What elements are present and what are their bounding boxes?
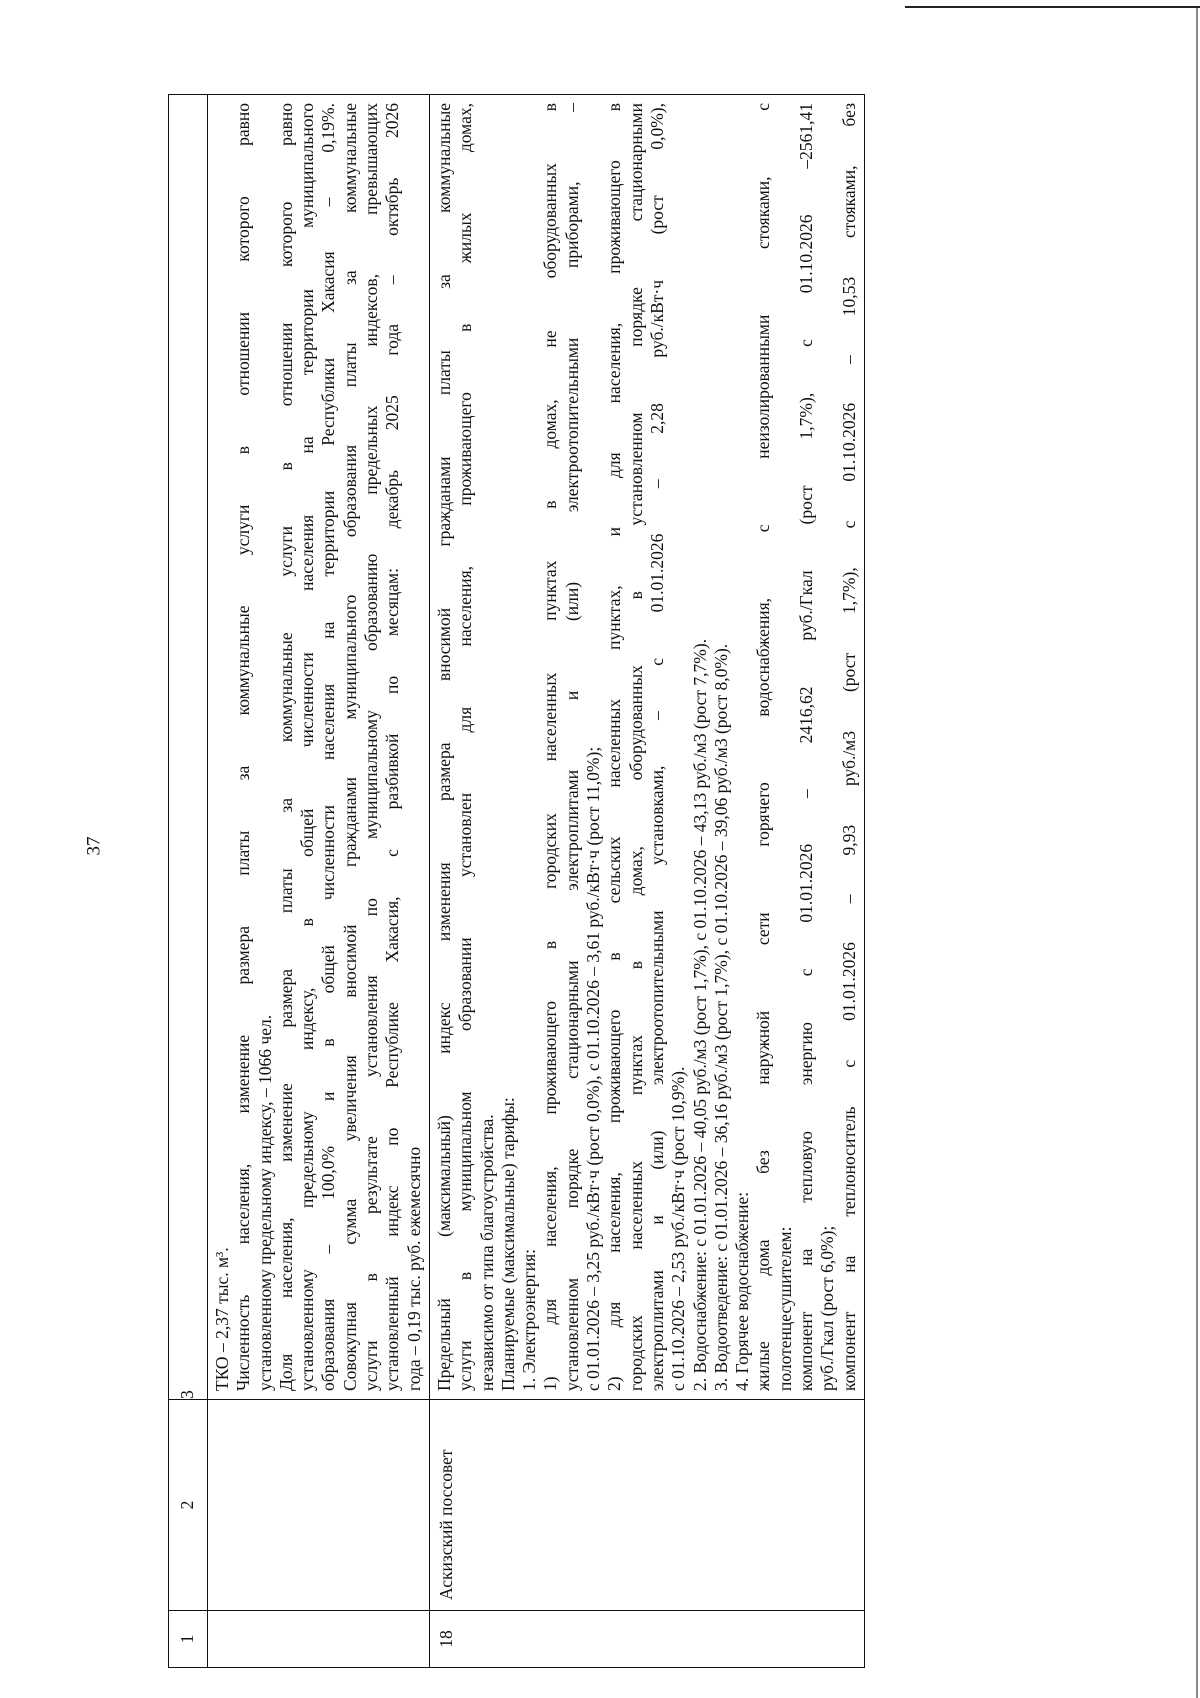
rotated-table-container bbox=[168, 98, 1088, 1668]
text-line: установленном порядке стационарными электроплитами и (или) электроотопительными приборами, – bbox=[561, 103, 582, 1391]
page-number: 37 bbox=[83, 836, 105, 856]
text-line: 1) для населения, проживающего в городских населенных пунктах в домах, не оборудованных в bbox=[540, 103, 561, 1391]
text-line: 2) для населения, проживающего в сельских населенных пунктах, и для населения, проживающего в bbox=[604, 103, 625, 1391]
text-line: образования – 100,0% и в общей численности населения на территории Республики Хакасия – 0,19%. bbox=[318, 103, 339, 1391]
cell-municipality-name: Аскизский поссовет bbox=[429, 1400, 864, 1611]
cell-number-empty bbox=[208, 1611, 430, 1668]
text-line: жилые дома без наружной сети горячего водоснабжения, с неизолированными стояками, с bbox=[753, 103, 774, 1391]
text-line: руб./Гкал (рост 6,0%); bbox=[817, 1225, 838, 1391]
top-edge-line bbox=[905, 6, 1200, 8]
table-row-continued bbox=[208, 95, 430, 1668]
text-line: услуги в результате установления по муниципальному образованию предельных индексов, превышающих bbox=[361, 103, 382, 1391]
text-line: Предельный (максимальный) индекс изменения размера вносимой гражданами платы за коммунальные bbox=[433, 103, 454, 1391]
text-line: полотенцесушителем: bbox=[774, 1226, 795, 1391]
text-line: электроплитами и (или) электроотопительными установками, – с 01.01.2026 – 2,28 руб./кВт·ч (рост 0,0%), bbox=[646, 103, 667, 1391]
text-line: компонент на теплоноситель с 01.01.2026 – 9,93 руб./м3 (рост 1,7%), с 01.10.2026 – 10,53 стояками, без bbox=[838, 103, 859, 1391]
text-line: услуги в муниципальном образовании установлен для населения, проживающего в жилых домах, bbox=[455, 103, 476, 1391]
cell-description bbox=[429, 95, 864, 1400]
header-col-3: 3 bbox=[169, 95, 208, 1400]
text-line: 3. Водоотведение: с 01.01.2026 – 36,16 руб./м3 (рост 1,7%), с 01.10.2026 – 39,06 руб./м3 (рост 8,0%). bbox=[710, 643, 731, 1391]
description-lines bbox=[212, 103, 425, 1391]
description-lines bbox=[434, 103, 860, 1391]
text-line: городских населенных пунктах в домах, оборудованных в установленном порядке стационарными bbox=[625, 103, 646, 1391]
right-edge-line bbox=[1196, 8, 1198, 1698]
text-line: Совокупная сумма увеличения вносимой гражданами муниципального образования платы за коммунальные bbox=[339, 103, 360, 1391]
text-line: Планируемые (максимальные) тарифы: bbox=[497, 1097, 518, 1391]
text-line: установленный индекс по Республике Хакасия, с разбивкой по месяцам: декабрь 2025 года – октябрь 2026 bbox=[382, 103, 403, 1391]
text-line: года – 0,19 тыс. руб. ежемесячно bbox=[403, 1146, 424, 1391]
cell-number: 18 bbox=[429, 1611, 864, 1668]
text-line: 4. Горячее водоснабжение: bbox=[732, 1191, 753, 1391]
text-line: 2. Водоснабжение: с 01.01.2026 – 40,05 руб./м3 (рост 1,7%), с 01.10.2026 – 43,13 руб./м3 (рост 7,7%). bbox=[689, 638, 710, 1391]
header-col-2: 2 bbox=[169, 1400, 208, 1611]
text-line: с 01.01.2026 – 3,25 руб./кВт·ч (рост 0,0%), с 01.10.2026 – 3,61 руб./кВт·ч (рост 11,0%); bbox=[583, 746, 604, 1391]
text-line: с 01.10.2026 – 2,53 руб./кВт·ч (рост 10,9%). bbox=[668, 1066, 689, 1391]
header-col-1: 1 bbox=[169, 1611, 208, 1668]
cell-description-continued bbox=[208, 95, 430, 1400]
text-line: независимо от типа благоустройства. bbox=[476, 1114, 497, 1391]
tariff-table bbox=[168, 94, 865, 1668]
text-line: компонент на тепловую энергию с 01.01.2026 – 2416,62 руб./Гкал (рост 1,7%), с 01.10.2026 –2561,41 bbox=[796, 103, 817, 1391]
text-line: ТКО – 2,37 тыс. м³. bbox=[212, 1247, 232, 1391]
text-line: установленному предельному индексу, – 1066 чел. bbox=[254, 1014, 275, 1391]
header-row bbox=[169, 95, 208, 1668]
text-line: Доля населения, изменение размера платы за коммунальные услуги в отношении которого равно bbox=[275, 103, 296, 1391]
table-row-18 bbox=[429, 95, 864, 1668]
text-line: установленному предельному индексу, в общей численности населения на территории муниципального bbox=[297, 103, 318, 1391]
cell-name-empty bbox=[208, 1400, 430, 1611]
text-line: Численность населения, изменение размера платы за коммунальные услуги в отношении которого равно bbox=[233, 103, 254, 1391]
text-line: 1. Электроэнергия: bbox=[519, 1248, 540, 1391]
